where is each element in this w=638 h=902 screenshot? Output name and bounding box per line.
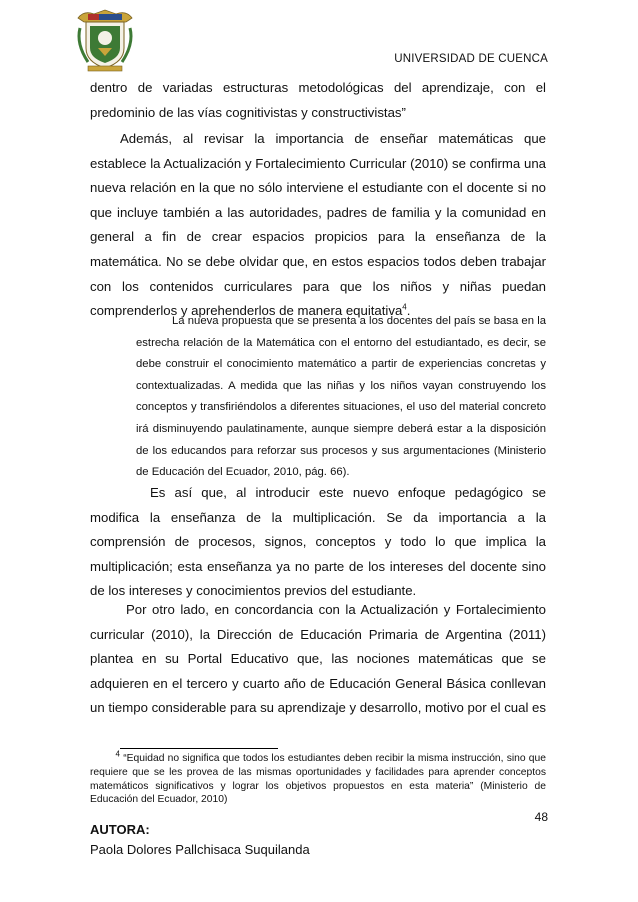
body-paragraph-3 <box>90 481 546 604</box>
body-paragraph-2 <box>90 127 546 324</box>
footnote-number: 4 <box>115 749 120 759</box>
paragraph-body: Además, al revisar la importancia de enseñar matemáticas que establece la Actualización y Fortalecimiento Curricular (2010) se confirma una nueva relación en la que no sólo interviene el estudiante con el docente si no que incluye también a las autoridades, padres de familia y la comunidad en general a fin de crear espacios propicios para la enseñanza de la matemática. No se debe olvidar que, en estos espacios todos deben trabajar con los contenidos curriculares para que los niños y niñas puedan comprenderlos y aprehenderlos de manera equitativa <box>90 131 546 319</box>
paragraph-end: . <box>406 303 411 319</box>
paragraph-text: Es así que, al introducir este nuevo enfoque pedagógico se modifica la enseñanza de la multiplicación. Se da importancia a la comprensión de procesos, signos, conceptos y todo lo que implica la multiplicación; esta enseñanza ya no parte de los intereses del docente sino de los intereses y conocimientos previos del estudiante. <box>90 485 546 599</box>
footnote-text: “Equidad no significa que todos los estudiantes deben recibir la misma instrucción, sino que requiere que se les provea de las mismas oportunidades y facilidades para aprender conceptos matemáticos significativos y lograr los objetivos propuestos en esta materia” (Ministerio de Educación del Ecuador, 2010) <box>90 753 546 806</box>
footnote-separator <box>120 748 278 749</box>
body-paragraph-1 <box>90 76 546 125</box>
paragraph-text: dentro de variadas estructuras metodológicas del aprendizaje, con el predominio de las vías cognitivistas y constructivistas” <box>90 80 546 120</box>
author-label: AUTORA: <box>90 822 150 837</box>
block-quotation: La nueva propuesta que se presenta a los docentes del país se basa en la estrecha relación de la Matemática con el entorno del estudiantado, es decir, se debe construir el conocimiento matemático a partir de experiencias concretas y contextualizadas. A medida que las niñas y los niños vayan construyendo los conceptos y transfiriéndolos a diferentes situaciones, el uso del material concreto irá disminuyendo paulatinamente, aunque siempre deberá estar a la disposición de los educandos para reforzar sus procesos y sus argumentaciones (Ministerio de Educación del Ecuador, 2010, pág. 66). <box>136 315 546 479</box>
paragraph-text <box>90 127 546 324</box>
paragraph-text: Por otro lado, en concordancia con la Actualización y Fortalecimiento curricular (2010), la Dirección de Educación Primaria de Argentina (2011) plantea en su Portal Educativo que, las nociones matemáticas que se adquieren en el tercero y cuarto año de Educación General Básica conllevan un tiempo considerable para su aprendizaje y desarrollo, motivo por el cual es <box>90 602 546 716</box>
page-number: 48 <box>534 810 548 824</box>
header-university-title: UNIVERSIDAD DE CUENCA <box>394 53 548 65</box>
body-paragraph-4 <box>90 598 546 721</box>
university-crest-icon <box>74 8 136 74</box>
footnote-reference: 4 <box>402 302 407 312</box>
author-name: Paola Dolores Pallchisaca Suquilanda <box>90 842 310 857</box>
footnote <box>90 749 546 807</box>
